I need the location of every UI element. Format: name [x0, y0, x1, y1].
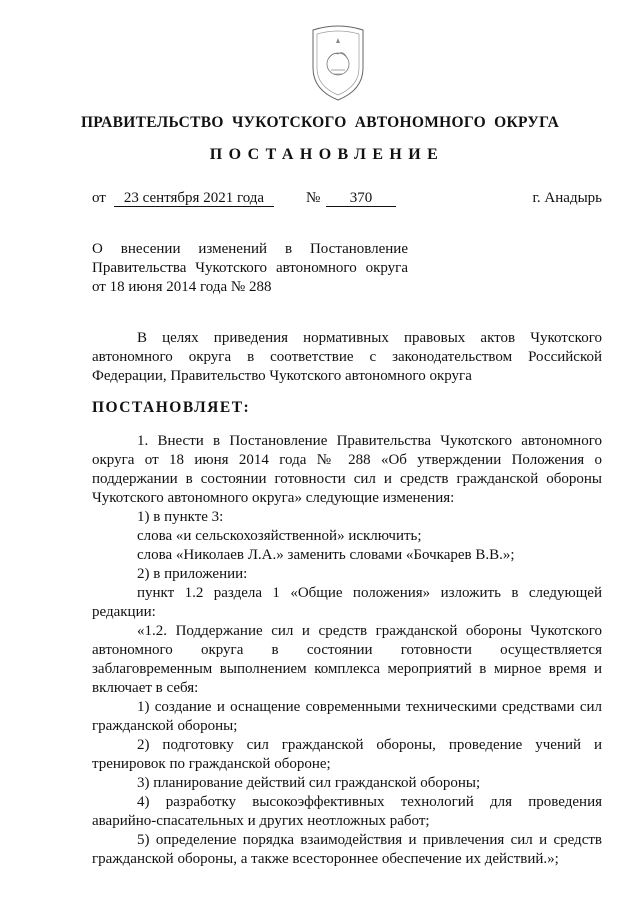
body-paragraph: «1.2. Поддержание сил и средств гражданской обороны Чукотского автономного округа в состоянии готовности осуществляется заблаговременным выполнением комплекса мероприятий в мирное время и включает в себя: — [92, 623, 602, 696]
preamble — [92, 329, 602, 386]
coat-of-arms-emblem — [307, 24, 369, 104]
body-paragraph: 1) создание и оснащение современными техническими средствами сил гражданской обороны; — [92, 699, 602, 734]
number-label: № — [306, 190, 321, 206]
date-label: от — [92, 190, 106, 206]
body-paragraph: 4) разработку высокоэффективных технологий для проведения аварийно-спасательных и других неотложных работ; — [92, 794, 602, 829]
decree-number-value: 370 — [326, 191, 396, 207]
body-paragraph: слова «Николаев Л.А.» заменить словами «Бочкарев В.В.»; — [137, 547, 515, 563]
government-name: ПРАВИТЕЛЬСТВО ЧУКОТСКОГО АВТОНОМНОГО ОКРУГА — [80, 114, 560, 131]
resolves-heading: ПОСТАНОВЛЯЕТ: — [92, 399, 251, 416]
preamble-text: В целях приведения нормативных правовых актов Чукотского автономного округа в соответствие с законодательством Российской Федерации, Правительство Чукотского автономного округа — [92, 330, 602, 384]
body-paragraph: пункт 1.2 раздела 1 «Общие положения» изложить в следующей редакции: — [92, 585, 602, 620]
subject-line: Правительства Чукотского автономного округа — [92, 260, 408, 276]
subject-line: О внесении изменений в Постановление — [92, 241, 408, 257]
body-paragraph: слова «и сельскохозяйственной» исключить; — [137, 528, 422, 544]
decree-date — [114, 190, 274, 207]
document-type-title: ПОСТАНОВЛЕНИЕ — [209, 146, 445, 163]
city: г. Анадырь — [532, 190, 602, 206]
decree-body — [92, 432, 602, 869]
decree-subject — [92, 240, 408, 297]
body-paragraph: 1. Внести в Постановление Правительства Чукотского автономного округа от 18 июня 2014 года № 288 «Об утверждении Положения о поддержании в состоянии готовности сил и средств гражданской обороны Чукотского автономного округа» следующие изменения: — [92, 433, 602, 506]
body-paragraph: 2) в приложении: — [137, 566, 248, 582]
subject-line: от 18 июня 2014 года № 288 — [92, 279, 272, 295]
body-paragraph: 2) подготовку сил гражданской обороны, проведение учений и тренировок по гражданской обороне; — [92, 737, 602, 772]
decree-date-value: 23 сентября 2021 года — [114, 191, 274, 207]
body-paragraph: 1) в пункте 3: — [137, 509, 224, 525]
body-paragraph: 5) определение порядка взаимодействия и привлечения сил и средств гражданской обороны, а также всестороннее обеспечение их действий.»; — [92, 832, 602, 867]
body-paragraph: 3) планирование действий сил гражданской обороны; — [137, 775, 481, 791]
decree-number — [326, 190, 396, 207]
